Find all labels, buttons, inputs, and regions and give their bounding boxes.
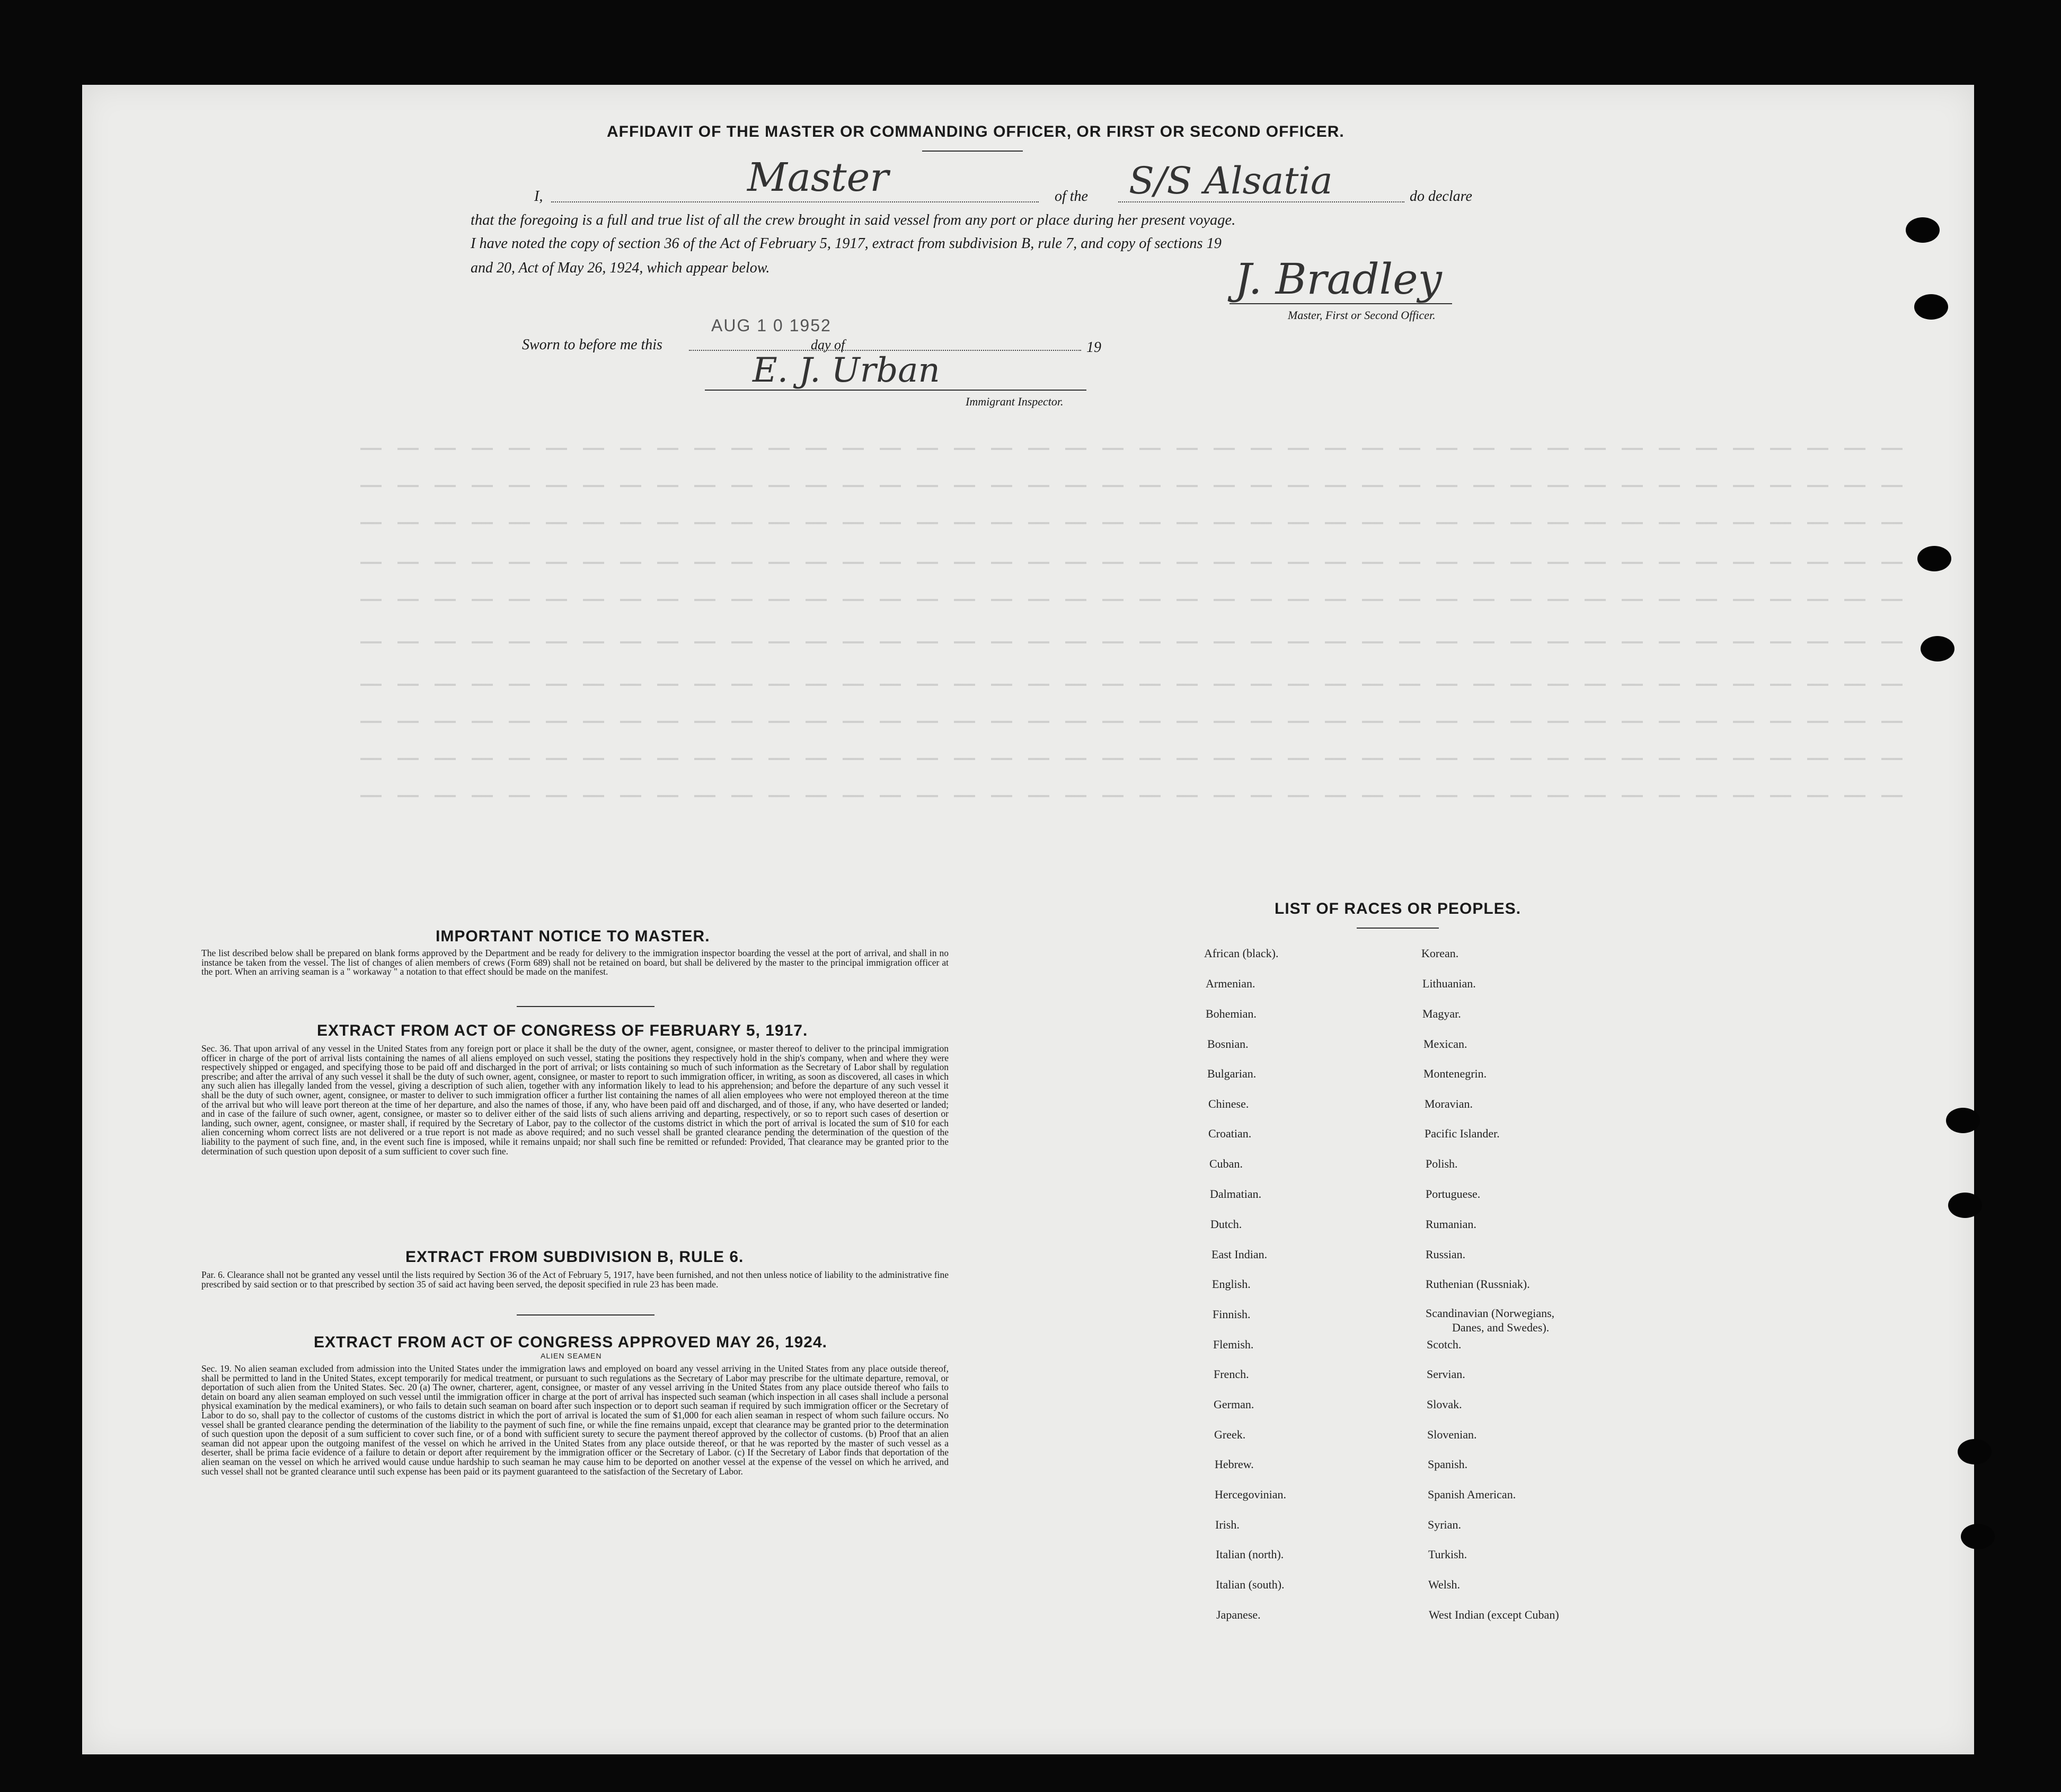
race-item: Montenegrin. — [1423, 1067, 1487, 1080]
bleed-through-row — [360, 599, 1908, 601]
race-item: Ruthenian (Russniak). — [1426, 1277, 1530, 1291]
races-title: LIST OF RACES OR PEOPLES. — [1275, 900, 1522, 917]
day-of-label: day of — [811, 337, 845, 352]
race-item: Finnish. — [1213, 1308, 1251, 1321]
race-item: Scandinavian (Norwegians, — [1426, 1307, 1555, 1320]
sworn-label: Sworn to before me this — [522, 337, 662, 353]
handwritten-signature: J. Bradley — [1235, 254, 1442, 304]
extract-1917-title: EXTRACT FROM ACT OF CONGRESS OF FEBRUARY 5, 1917. — [317, 1022, 808, 1039]
race-item: Lithuanian. — [1422, 977, 1476, 990]
race-item: Korean. — [1421, 947, 1459, 960]
extract-rule6-title: EXTRACT FROM SUBDIVISION B, RULE 6. — [405, 1248, 744, 1266]
rank-line — [551, 201, 1039, 202]
bleed-through-row — [360, 721, 1908, 723]
affidavit-line-2: that the foregoing is a full and true list of all the crew brought in said vessel from any port or place during her present voyage. — [471, 212, 1236, 228]
race-item: Bulgarian. — [1207, 1067, 1257, 1080]
race-item: Bosnian. — [1207, 1037, 1249, 1051]
extract-1917-text: Sec. 36. That upon arrival of any vessel in the United States from any foreign port or place it shall be the duty of the owner, agent, consignee, or master thereof to deliver to the principal immigration officer in charge of the port of arrival lists containing the names of all aliens employed on such vessel, stating the positions they respectively hold in the ship's company, when and where they were respectively shipped or engaged, and specifying those to be paid off and discharged in the port of arrival; or lists containing so much of such information as the Secretary of Labor shall by regulation prescribe; and after the arrival of any such vessel it shall be the duty of such owner, agent, consignee, or master to report to such immigration officer, in writing, as soon as discovered, all cases in which any such alien has illegally landed from the vessel, giving a description of such alien, together with any information likely to lead to his apprehension; and before the departure of any such vessel it shall be the duty of such owner, agent, consignee, or master to deliver to such immigration officer a further list containing the names of all alien employees who were not employed thereon at the time of the arrival but who will leave port thereon at the time of her departure, and also the names of those, if any, who have been paid off and discharged, and of those, if any, who have deserted or landed; and in case of the failure of such owner, agent, consignee, or master so to deliver either of the said lists of such aliens arriving and departing, respectively, or so to report such cases of desertion or landing, such owner, agent, consignee, or master shall, if required by the Secretary of Labor, pay to the collector of the customs district in which the port of arrival is located the sum of $10 for each alien concerning whom correct lists are not delivered or a true report is not made as above required; and no such vessel shall be granted clearance pending the determination of the question of the liability to the payment of such fine, and, in the event such fine is imposed, while it remains unpaid; nor shall such fine be remitted or refunded: Provided, That clearance may be granted prior to the determination of such question upon deposit of a sum sufficient to cover such fine. — [201, 1043, 949, 1157]
race-item: Russian. — [1426, 1248, 1466, 1261]
race-item: African (black). — [1204, 947, 1279, 960]
bleed-through-row — [360, 795, 1908, 797]
punch-hole — [1946, 1108, 1980, 1133]
race-item: Magyar. — [1422, 1007, 1461, 1020]
section-divider — [517, 1314, 654, 1316]
punch-hole — [1921, 636, 1954, 661]
signature-line — [1229, 303, 1452, 304]
handwritten-rank: Master — [747, 155, 889, 200]
race-item: Slovak. — [1427, 1398, 1462, 1411]
affidavit-line-3: I have noted the copy of section 36 of the Act of February 5, 1917, extract from subdivision B, rule 7, and copy of sections 19 — [471, 235, 1222, 252]
race-item: Pacific Islander. — [1425, 1127, 1500, 1140]
race-item: Servian. — [1427, 1367, 1465, 1381]
extract-1924-text: Sec. 19. No alien seaman excluded from admission into the United States under the immigration laws and employed on board any vessel arriving in the United States from any place outside thereof, shall be permitted to land in the United States, except temporarily for medical treatment, or pursuant to such regulations as the Secretary of Labor may prescribe for the ultimate departure, removal, or deportation of such alien from the United States. Sec. 20 (a) The owner, charterer, agent, consignee, or master of any vessel arriving in the United States from any place outside thereof who fails to detain on board any alien seaman employed on such vessel until the immigration officer in charge at the port of arrival has inspected such seaman (which inspection in all cases shall include a personal physical examination by the medical examiners), or who fails to detain such seaman on board after such inspection or to deport such seaman if required by such immigration officer or the Secretary of Labor to do so, shall pay to the collector of customs of the customs district in which the port of arrival is located the sum of $1,000 for each alien seaman in respect of whom such failure occurs. No vessel shall be granted clearance pending the determination of the liability to the payment of such fine, or while the fine remains unpaid, except that clearance may be granted prior to the determination of such question upon the deposit of a sum sufficient to cover such fine, or of a bond with sufficient surety to secure the payment thereof approved by the collector of customs. (b) Proof that an alien seaman did not appear upon the outgoing manifest of the vessel on which he arrived in the United States from any place outside thereof, or that he was reported by the master of such vessel as a deserter, shall be prima facie evidence of a failure to detain or deport after requirement by the immigration officer or the Secretary of Labor. (c) If the Secretary of Labor finds that deportation of the alien seaman on the vessel on which he arrived would cause undue hardship to such seaman he may cause him to be deported on another vessel at the expense of the vessel on which he arrived, and such vessel shall not be granted clearance until such expense has been paid or its payment guaranteed to the satisfaction of the Secretary of Labor. — [201, 1363, 949, 1477]
notice-text: The list described below shall be prepared on blank forms approved by the Department and be ready for delivery to the immigration inspector boarding the vessel at the port of arrival, and shall in no instance be taken from the vessel. The list of changes of alien members of crews (Form 689) shall not be retained on board, but shall be delivered by the master to the principal immigration officer at the port. When an arriving seaman is a " workaway " a notation to that effect should be made on the manifest. — [201, 948, 949, 977]
race-item: German. — [1214, 1398, 1254, 1411]
race-item: Irish. — [1215, 1518, 1240, 1531]
race-item: Slovenian. — [1427, 1428, 1477, 1441]
race-item: Spanish American. — [1428, 1488, 1516, 1501]
race-item: Welsh. — [1428, 1578, 1460, 1591]
race-item: East Indian. — [1211, 1248, 1268, 1261]
bleed-through-row — [360, 758, 1908, 760]
race-item: Hebrew. — [1215, 1458, 1254, 1471]
race-item: West Indian (except Cuban) — [1429, 1608, 1559, 1621]
race-item: Spanish. — [1428, 1458, 1468, 1471]
race-item: Italian (south). — [1216, 1578, 1285, 1591]
race-item: Portuguese. — [1426, 1187, 1481, 1200]
race-item: Mexican. — [1423, 1037, 1467, 1051]
affidavit-of-the: of the — [1055, 188, 1088, 205]
race-item: Danes, and Swedes). — [1452, 1321, 1550, 1334]
race-item: Chinese. — [1208, 1097, 1249, 1110]
race-item: Polish. — [1426, 1157, 1458, 1170]
race-item: Rumanian. — [1426, 1217, 1476, 1231]
races-title-underline — [1357, 928, 1439, 929]
date-stamp: AUG 1 0 1952 — [711, 316, 832, 335]
signature-caption: Master, First or Second Officer. — [1288, 308, 1436, 322]
inspector-line — [705, 390, 1086, 391]
race-item: Bohemian. — [1206, 1007, 1257, 1020]
race-item: Cuban. — [1209, 1157, 1243, 1170]
punch-hole — [1906, 217, 1940, 243]
race-item: Scotch. — [1427, 1338, 1462, 1351]
affidavit-i-label: I, — [534, 188, 543, 205]
extract-rule6-text: Par. 6. Clearance shall not be granted any vessel until the lists required by Section 36 of the Act of February 5, 1917, have been furnished, and not then unless notice of liability to the administrative fine prescribed by said section or to that prescribed by section 35 of said act having been served, the deposit specified in rule 23 has been made. — [201, 1269, 949, 1290]
bleed-through-row — [360, 562, 1908, 564]
affidavit-line-4: and 20, Act of May 26, 1924, which appear below. — [471, 260, 770, 276]
notice-title: IMPORTANT NOTICE TO MASTER. — [436, 928, 710, 945]
bleed-through-row — [360, 522, 1908, 524]
document-sheet — [82, 85, 1974, 1754]
race-item: Japanese. — [1216, 1608, 1261, 1621]
race-item: French. — [1214, 1367, 1249, 1381]
race-item: Dalmatian. — [1210, 1187, 1262, 1200]
race-item: Armenian. — [1206, 977, 1255, 990]
race-item: Syrian. — [1428, 1518, 1461, 1531]
bleed-through-row — [360, 641, 1908, 643]
punch-hole — [1948, 1193, 1982, 1218]
handwritten-vessel: S/S Alsatia — [1129, 159, 1333, 202]
race-item: Turkish. — [1428, 1548, 1467, 1561]
race-item: Dutch. — [1210, 1217, 1242, 1231]
section-divider — [517, 1006, 654, 1007]
title-underline — [922, 151, 1023, 152]
race-item: English. — [1212, 1277, 1251, 1291]
race-item: Italian (north). — [1216, 1548, 1284, 1561]
punch-hole — [1958, 1439, 1992, 1464]
race-item: Greek. — [1214, 1428, 1246, 1441]
bleed-through-row — [360, 485, 1908, 487]
punch-hole — [1917, 546, 1951, 571]
affidavit-do-declare: do declare — [1410, 188, 1472, 205]
inspector-caption: Immigrant Inspector. — [966, 395, 1064, 408]
year-prefix: 19 — [1086, 339, 1101, 356]
affidavit-title: AFFIDAVIT OF THE MASTER OR COMMANDING OFFICER, OR FIRST OR SECOND OFFICER. — [607, 123, 1344, 140]
race-item: Moravian. — [1425, 1097, 1473, 1110]
bleed-through-row — [360, 684, 1908, 686]
race-item: Hercegovinian. — [1215, 1488, 1286, 1501]
extract-1924-subtitle: ALIEN SEAMEN — [541, 1352, 602, 1360]
bleed-through-row — [360, 448, 1908, 450]
race-item: Croatian. — [1208, 1127, 1252, 1140]
race-item: Flemish. — [1213, 1338, 1254, 1351]
punch-hole — [1914, 294, 1948, 320]
handwritten-inspector: E. J. Urban — [753, 351, 940, 390]
punch-hole — [1961, 1524, 1995, 1549]
extract-1924-title: EXTRACT FROM ACT OF CONGRESS APPROVED MAY 26, 1924. — [314, 1334, 827, 1351]
